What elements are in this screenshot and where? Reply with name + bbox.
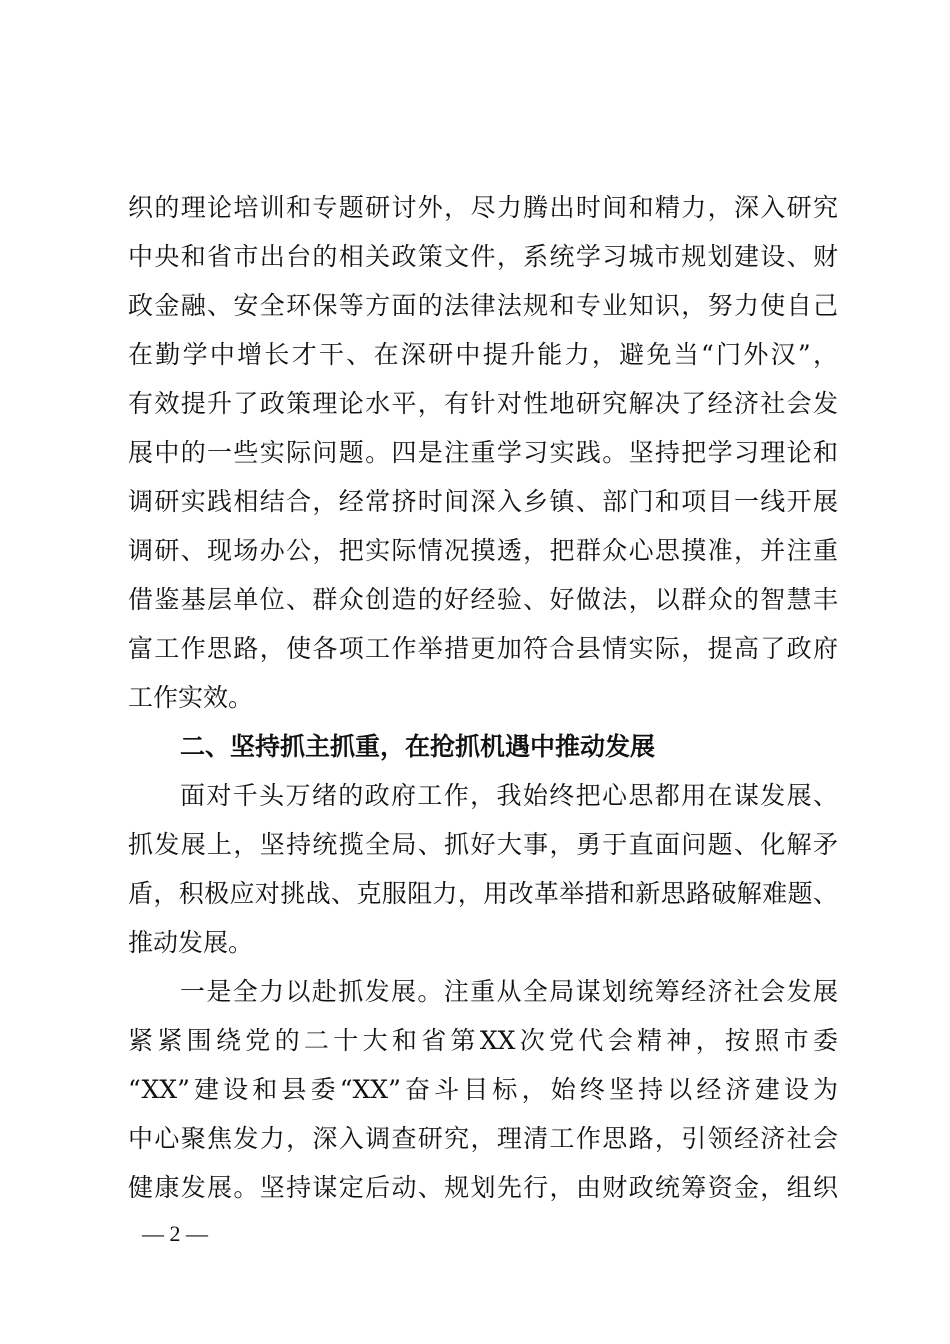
body-line: 工作实效。 bbox=[128, 683, 254, 712]
page-number: — 2 — bbox=[142, 1221, 208, 1246]
body-line: 政金融、安全环保等方面的法律法规和专业知识，努力使自己 bbox=[128, 291, 838, 320]
body-line: 展中的一些实际问题。四是注重学习实践。坚持把学习理论和 bbox=[128, 438, 838, 467]
body-line: 织的理论培训和专题研讨外，尽力腾出时间和精力，深入研究 bbox=[128, 193, 838, 222]
body-line: 调研实践相结合，经常挤时间深入乡镇、部门和项目一线开展 bbox=[128, 487, 838, 516]
body-line: 中央和省市出台的相关政策文件，系统学习城市规划建设、财 bbox=[128, 242, 838, 271]
body-line: 中心聚焦发力，深入调查研究，理清工作思路，引领经济社会 bbox=[128, 1124, 838, 1153]
body-line: 盾，积极应对挑战、克服阻力，用改革举措和新思路破解难题、 bbox=[128, 879, 838, 908]
body-line: 健康发展。坚持谋定后动、规划先行，由财政统筹资金，组织 bbox=[128, 1173, 838, 1202]
body-line: 推动发展。 bbox=[128, 928, 254, 957]
section-heading: 二、坚持抓主抓重，在抢抓机遇中推动发展 bbox=[180, 732, 656, 761]
body-line: 借鉴基层单位、群众创造的好经验、好做法，以群众的智慧丰 bbox=[128, 585, 838, 614]
body-line: “XX”建设和县委“XX”奋斗目标，始终坚持以经济建设为 bbox=[128, 1075, 838, 1104]
body-line: 抓发展上，坚持统揽全局、抓好大事，勇于直面问题、化解矛 bbox=[128, 830, 838, 859]
body-line: 面对千头万绪的政府工作，我始终把心思都用在谋发展、 bbox=[180, 781, 838, 810]
body-line: 在勤学中增长才干、在深研中提升能力，避免当“门外汉”， bbox=[128, 340, 838, 369]
body-line: 富工作思路，使各项工作举措更加符合县情实际，提高了政府 bbox=[128, 634, 838, 663]
body-line: 有效提升了政策理论水平，有针对性地研究解决了经济社会发 bbox=[128, 389, 838, 418]
body-line: 调研、现场办公，把实际情况摸透，把群众心思摸准，并注重 bbox=[128, 536, 838, 565]
body-line: 一是全力以赴抓发展。注重从全局谋划统筹经济社会发展 bbox=[180, 977, 838, 1006]
body-line: 紧紧围绕党的二十大和省第XX次党代会精神，按照市委 bbox=[128, 1026, 838, 1055]
